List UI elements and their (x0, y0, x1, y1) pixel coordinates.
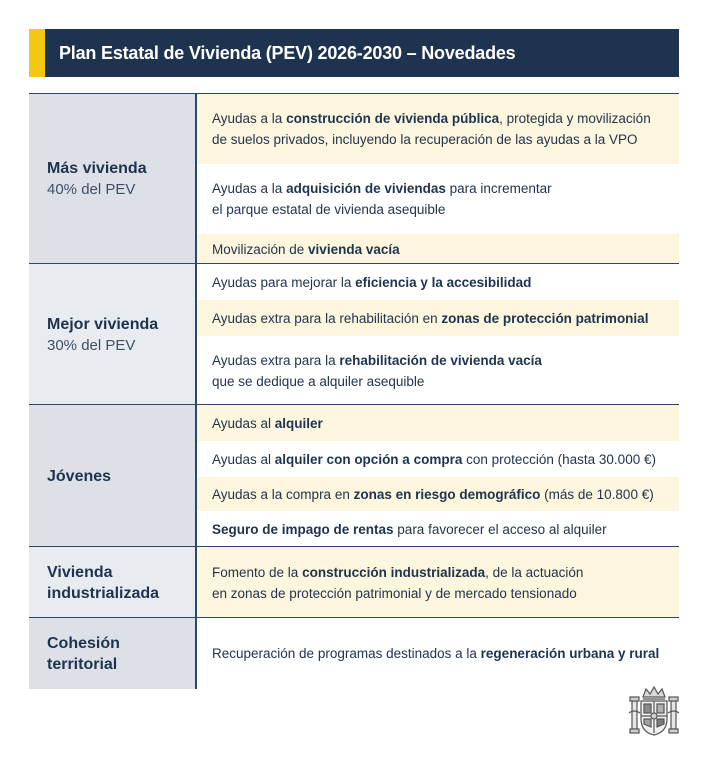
section-name: Cohesión territorial (47, 634, 120, 673)
list-item (197, 234, 679, 264)
item-text-run: Ayudas a la compra en (212, 486, 354, 502)
item-text-run: , protegida y movilización (499, 111, 651, 126)
item-text (212, 272, 531, 293)
item-text (212, 178, 552, 220)
list-item (197, 264, 679, 300)
section-name: Más vivienda (47, 160, 147, 177)
item-text-bold: vivienda vacía (308, 241, 400, 257)
item-text-run: (más de 10.800 €) (540, 486, 654, 502)
item-text-bold: alquiler con opción a compra (274, 451, 463, 467)
item-text-run: Ayudas para mejorar la (212, 274, 356, 290)
item-text-line (212, 562, 583, 583)
item-text-run: Ayudas a la (212, 181, 287, 196)
item-text-run: Recuperación de programas destinados a la (212, 646, 481, 661)
item-text-run: Ayudas extra para la (212, 352, 340, 368)
list-item (197, 477, 679, 511)
list-item (197, 94, 679, 164)
item-text-line (212, 272, 531, 293)
page-title: Plan Estatal de Vivienda (PEV) 2026-2030 – Novedades (59, 43, 516, 63)
item-text-line (212, 239, 400, 260)
item-text-run: que se dedique a alquiler asequible (212, 373, 425, 389)
item-text-line (212, 108, 651, 129)
item-text-line (212, 371, 542, 392)
item-text-line (212, 129, 651, 150)
section-cohesion-territorial (29, 617, 679, 689)
item-text-line (212, 350, 542, 371)
list-item (197, 336, 679, 405)
item-text-bold: construcción de vivienda pública (286, 111, 500, 126)
item-text-run: para incrementar (445, 181, 552, 196)
item-text (212, 449, 656, 470)
item-text-run: Ayudas al (212, 415, 275, 431)
section-label (29, 94, 195, 264)
section-label (29, 618, 195, 689)
item-text-line (212, 449, 656, 470)
item-text (212, 484, 654, 505)
section-share: 40% del PEV (47, 181, 136, 198)
list-item (197, 547, 679, 618)
item-text-line (212, 643, 659, 664)
item-text-run: en zonas de protección patrimonial y de mercado tensionado (212, 585, 577, 601)
item-text-line (212, 308, 648, 329)
item-text (212, 643, 659, 664)
item-text-line (212, 583, 583, 604)
item-text-run: Ayudas al (212, 451, 275, 467)
item-text-bold: adquisición de viviendas (286, 181, 446, 196)
spain-coat-of-arms-icon (628, 683, 680, 739)
item-text (212, 108, 651, 150)
section-label (29, 405, 195, 547)
section-jovenes (29, 404, 679, 547)
item-text (212, 413, 323, 434)
item-text-line (212, 519, 607, 540)
item-text-run: , de la actuación (485, 564, 584, 580)
item-text (212, 308, 648, 329)
section-mas-vivienda (29, 93, 679, 264)
item-text-run: Fomento de la (212, 564, 303, 580)
page-header (29, 29, 679, 77)
item-text-run: para favorecer el acceso al alquiler (393, 521, 607, 537)
item-text-run: el parque estatal de vivienda asequible (212, 202, 446, 217)
header-accent-bar (29, 29, 45, 77)
list-item (197, 405, 679, 441)
item-text-line (212, 178, 552, 199)
item-text-bold: rehabilitación de vivienda vacía (339, 352, 542, 368)
item-text-line (212, 199, 552, 220)
item-text (212, 239, 400, 260)
item-text-bold: alquiler (274, 415, 323, 431)
item-text-run: con protección (hasta 30.000 €) (462, 451, 656, 467)
list-item (197, 441, 679, 477)
item-text-run: de suelos privados, incluyendo la recuperación de las ayudas a la VPO (212, 132, 638, 147)
list-item (197, 618, 679, 689)
section-label (29, 264, 195, 405)
section-mejor-vivienda (29, 263, 679, 405)
item-text-bold: Seguro de impago de rentas (212, 521, 394, 537)
section-name: Mejor vivienda (47, 315, 159, 333)
item-text-bold: zonas en riesgo demográfico (353, 486, 541, 502)
list-item (197, 164, 679, 234)
section-share: 30% del PEV (47, 336, 136, 354)
item-text-bold: construcción industrializada (302, 564, 486, 580)
item-text (212, 519, 607, 540)
item-text-bold: regeneración urbana y rural (480, 646, 660, 661)
section-name: Jóvenes (47, 467, 112, 485)
section-vivienda-industrializada (29, 546, 679, 618)
item-text-run: Movilización de (212, 241, 309, 257)
item-text-bold: zonas de protección patrimonial (441, 310, 649, 326)
item-text-run: Ayudas extra para la rehabilitación en (212, 310, 442, 326)
item-text (212, 562, 583, 604)
item-text (212, 350, 542, 392)
list-item (197, 300, 679, 336)
section-label (29, 547, 195, 618)
item-text-run: Ayudas a la (212, 111, 287, 126)
item-text-bold: eficiencia y la accesibilidad (355, 274, 532, 290)
item-text-line (212, 413, 323, 434)
list-item (197, 511, 679, 547)
item-text-line (212, 484, 654, 505)
section-name: Vivienda industrializada (47, 563, 160, 602)
